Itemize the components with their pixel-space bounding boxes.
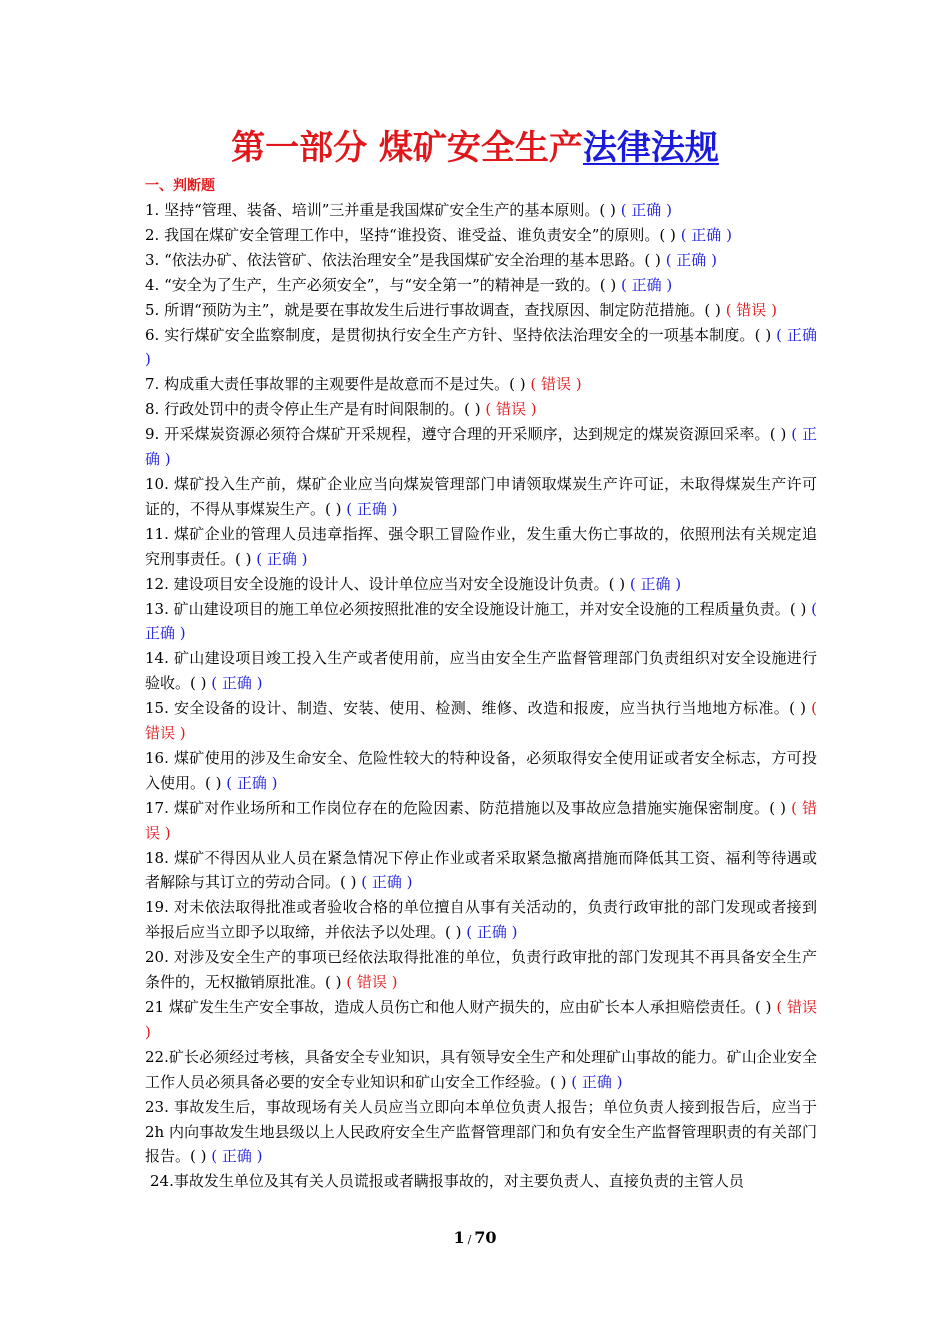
question-text: 20. 对涉及安全生产的事项已经依法取得批准的单位，负责行政审批的部门发现其不再具备安全生产条件的，无权撤销原批准。 [145, 948, 817, 992]
question-text: 11. 煤矿企业的管理人员违章指挥、强令职工冒险作业，发生重大伤亡事故的，依照刑法有关规定追究刑事责任。 [145, 524, 817, 568]
answer-blank: ( ) [325, 499, 342, 518]
answer-correct: ( 正确 ) [226, 773, 278, 792]
answer-wrong: ( 错误 ) [145, 798, 817, 842]
page-footer [0, 1226, 950, 1252]
answer-blank: ( ) [445, 923, 462, 942]
question-text: 12. 建设项目安全设施的设计人、设计单位应当对安全设施设计负责。 [145, 574, 609, 593]
question-text: 21 煤矿发生生产安全事故，造成人员伤亡和他人财产损失的，应由矿长本人承担赔偿责任。 [145, 998, 755, 1016]
answer-correct: ( 正确 ) [145, 425, 817, 469]
answer-correct: ( 正确 ) [680, 225, 732, 244]
answer-blank: ( ) [755, 998, 772, 1016]
question-text: 13. 矿山建设项目的施工单位必须按照批准的安全设施设计施工，并对安全设施的工程质量负责。 [145, 599, 790, 618]
answer-correct: ( 正确 ) [211, 1147, 263, 1166]
page-separator: / [467, 1233, 472, 1246]
question-text: 8. 行政处罚中的责令停止生产是有时间限制的。 [145, 400, 465, 419]
page-number: 1 [453, 1228, 465, 1247]
question-item [145, 646, 817, 696]
question-item [145, 945, 817, 995]
page-title [0, 122, 950, 174]
answer-blank: ( ) [789, 699, 806, 718]
question-item [145, 372, 817, 397]
question-item [145, 223, 817, 248]
question-text: 4. “安全为了生产，生产必须安全”，与“安全第一”的精神是一致的。 [145, 275, 600, 294]
answer-blank: ( ) [464, 400, 481, 419]
question-text: 3. “依法办矿、依法管矿、依法治理安全”是我国煤矿安全治理的基本思路。 [145, 250, 645, 269]
answer-blank: ( ) [190, 674, 207, 693]
question-item [145, 696, 817, 746]
answer-blank: ( ) [769, 425, 787, 444]
answer-correct: ( 正确 ) [571, 1072, 623, 1091]
question-item [145, 846, 817, 896]
question-item [145, 298, 817, 323]
question-item [145, 472, 817, 522]
question-text: 23. 事故发生后，事故现场有关人员应当立即向本单位负责人报告；单位负责人接到报告后，应当于 2h 内向事故发生地县级以上人民政府安全生产监督管理部门和负有安全生产监督管理职责的有关部门报告。 [145, 1097, 817, 1166]
answer-wrong: ( 错误 ) [725, 300, 777, 319]
page-total: 70 [474, 1228, 497, 1247]
title-part-blue: 法律法规 [582, 128, 719, 168]
question-item [145, 273, 817, 298]
answer-wrong: ( 错误 ) [145, 998, 817, 1041]
question-list [145, 198, 817, 1194]
question-item [145, 1095, 817, 1170]
question-text: 2. 我国在煤矿安全管理工作中，坚持“谁投资、谁受益、谁负责安全”的原则。 [145, 225, 660, 244]
question-item [145, 248, 817, 273]
question-item [145, 323, 817, 373]
answer-correct: ( 正确 ) [361, 873, 413, 892]
answer-blank: ( ) [599, 275, 617, 294]
question-text: 22.矿长必须经过考核，具备安全专业知识，具有领导安全生产和处理矿山事故的能力。矿山企业安全工作人员必须具备必要的安全专业知识和矿山安全工作经验。 [145, 1047, 817, 1091]
answer-blank: ( ) [644, 250, 661, 269]
answer-blank: ( ) [509, 375, 526, 394]
answer-correct: ( 正确 ) [211, 674, 263, 693]
question-text: 5. 所谓“预防为主”，就是要在事故发生后进行事故调查，查找原因、制定防范措施。 [145, 300, 705, 319]
question-text: 7. 构成重大责任事故罪的主观要件是故意而不是过失。 [145, 375, 510, 394]
question-item [145, 397, 817, 422]
question-text: 6. 实行煤矿安全监察制度，是贯彻执行安全生产方针、坚持依法治理安全的一项基本制度。 [145, 325, 755, 344]
question-item [145, 1169, 817, 1194]
question-item [145, 796, 817, 846]
question-text: 14. 矿山建设项目竣工投入生产或者使用前，应当由安全生产监督管理部门负责组织对安全设施进行验收。 [145, 649, 817, 693]
question-item [145, 746, 817, 796]
answer-wrong: ( 错误 ) [145, 699, 817, 743]
answer-correct: ( 正确 ) [145, 599, 817, 643]
question-text: 24.事故发生单位及其有关人员谎报或者瞒报事故的，对主要负责人、直接负责的主管人员 [150, 1172, 744, 1191]
answer-blank: ( ) [599, 201, 616, 219]
question-item [145, 522, 817, 572]
question-item [145, 422, 817, 472]
question-text: 9. 开采煤炭资源必须符合煤矿开采规程，遵守合理的开采顺序，达到规定的煤炭资源回采率。 [145, 425, 770, 444]
answer-wrong: ( 错误 ) [485, 400, 537, 419]
question-item [145, 1045, 817, 1095]
answer-blank: ( ) [235, 549, 252, 568]
answer-blank: ( ) [550, 1072, 567, 1091]
answer-correct: ( 正确 ) [665, 250, 717, 269]
question-text: 10. 煤矿投入生产前，煤矿企业应当向煤炭管理部门申请领取煤炭生产许可证，未取得煤炭生产许可证的，不得从事煤炭生产。 [145, 474, 817, 518]
answer-blank: ( ) [205, 773, 222, 792]
title-part-red: 第一部分 煤矿安全生产 [231, 128, 583, 168]
question-text: 15. 安全设备的设计、制造、安装、使用、检测、维修、改造和报废，应当执行当地地方标准。 [145, 699, 790, 718]
answer-blank: ( ) [659, 225, 676, 244]
answer-blank: ( ) [769, 798, 787, 817]
question-item [145, 572, 817, 597]
answer-wrong: ( 错误 ) [530, 375, 582, 394]
question-item [145, 995, 817, 1045]
question-item [145, 597, 817, 647]
answer-blank: ( ) [789, 599, 807, 618]
answer-correct: ( 正确 ) [346, 499, 398, 518]
answer-blank: ( ) [704, 300, 721, 319]
answer-blank: ( ) [340, 873, 357, 892]
answer-correct: ( 正确 ) [466, 923, 518, 942]
answer-wrong: ( 错误 ) [346, 973, 398, 992]
question-item [145, 198, 817, 223]
section-heading: 一、判断题 [145, 178, 215, 194]
answer-blank: ( ) [608, 574, 626, 593]
question-text: 18. 煤矿不得因从业人员在紧急情况下停止作业或者采取紧急撤离措施而降低其工资、福利等待遇或者解除与其订立的劳动合同。 [145, 848, 817, 892]
answer-correct: ( 正确 ) [620, 201, 672, 219]
question-text: 19. 对未依法取得批准或者验收合格的单位擅自从事有关活动的，负责行政审批的部门发现或者接到举报后应当立即予以取缔，并依法予以处理。 [145, 898, 817, 942]
question-text: 1. 坚持“管理、装备、培训”三并重是我国煤矿安全生产的基本原则。 [145, 201, 600, 219]
answer-correct: ( 正确 ) [629, 574, 682, 593]
answer-blank: ( ) [190, 1147, 207, 1166]
question-text: 16. 煤矿使用的涉及生命安全、危险性较大的特种设备，必须取得安全使用证或者安全标志，方可投入使用。 [145, 748, 817, 792]
answer-correct: ( 正确 ) [256, 549, 308, 568]
answer-blank: ( ) [325, 973, 342, 992]
question-item [145, 895, 817, 945]
question-text: 17. 煤矿对作业场所和工作岗位存在的危险因素、防范措施以及事故应急措施实施保密制度。 [145, 798, 770, 817]
answer-correct: ( 正确 ) [621, 275, 673, 294]
answer-blank: ( ) [754, 325, 772, 344]
answer-correct: ( 正确 ) [145, 325, 817, 369]
